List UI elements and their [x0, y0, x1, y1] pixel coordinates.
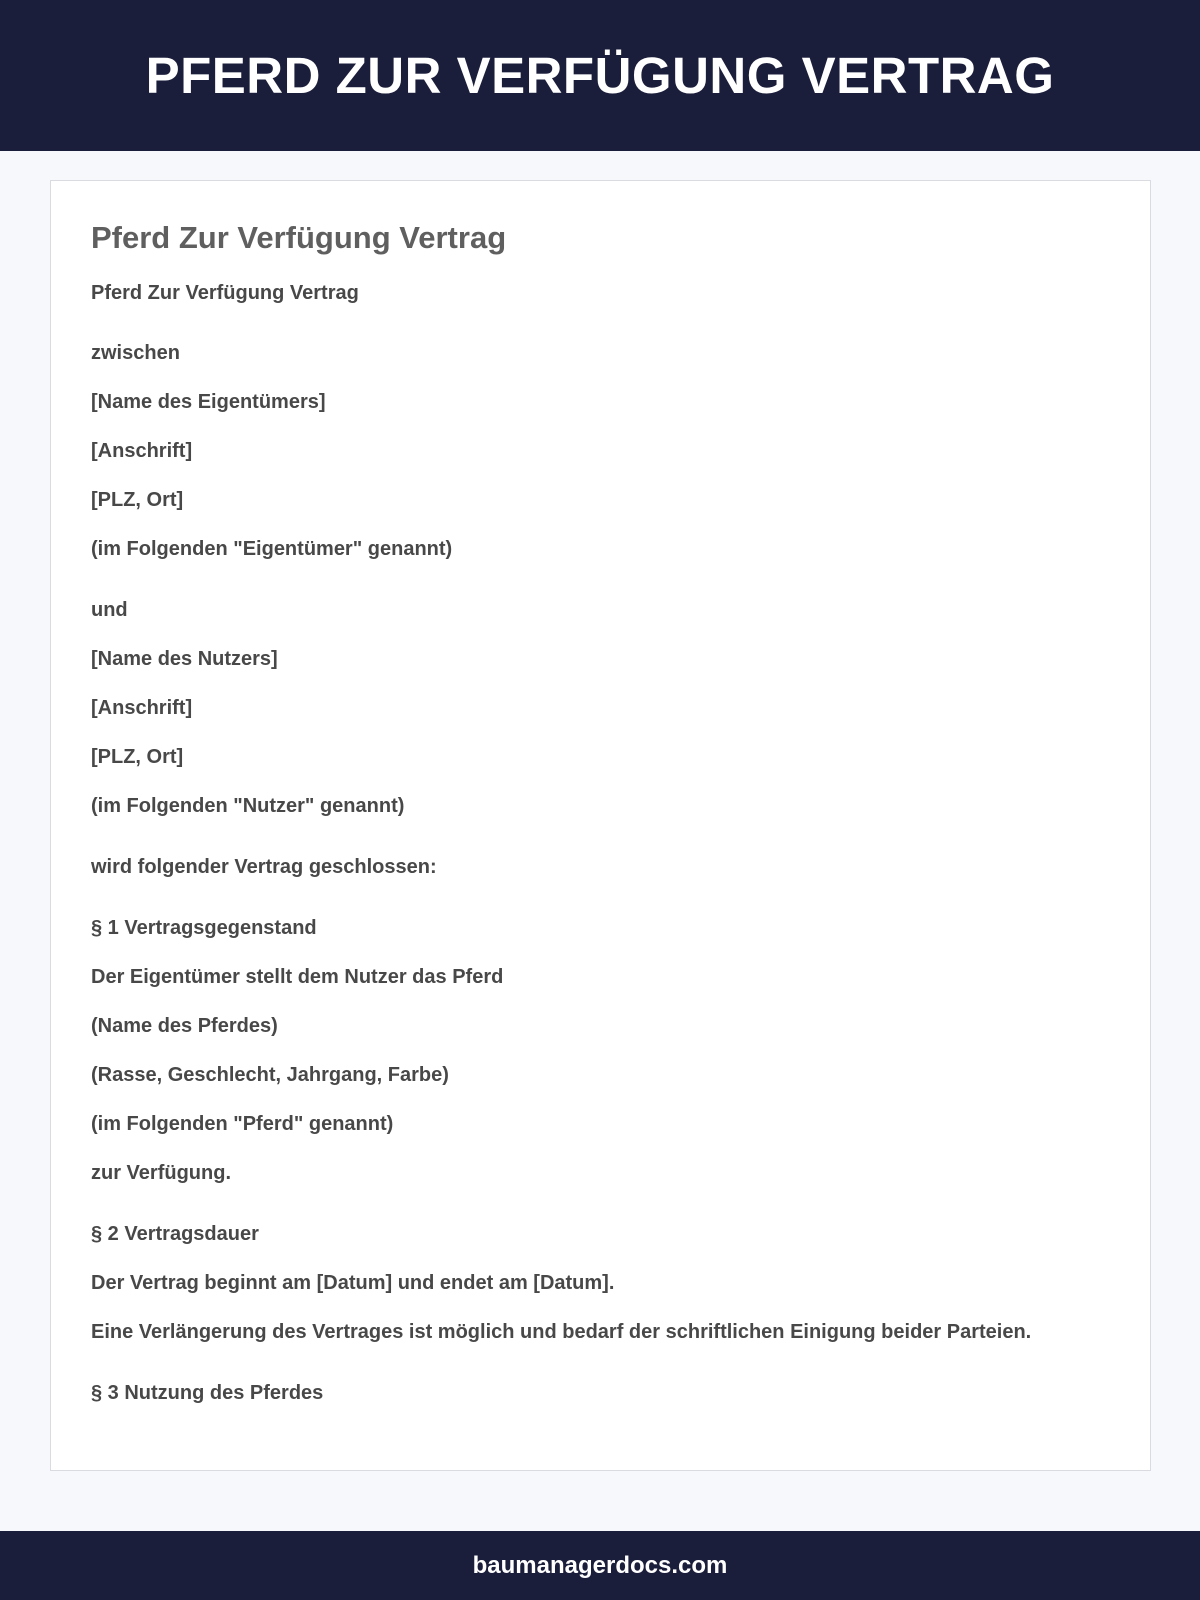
section-heading: § 3 Nutzung des Pferdes	[91, 1382, 324, 1404]
document-subtitle: Pferd Zur Verfügung Vertrag	[91, 282, 359, 304]
document-line: [PLZ, Ort]	[91, 746, 184, 768]
document-line: [Name des Eigentümers]	[91, 391, 326, 413]
document-card	[50, 180, 1151, 1471]
document-line: (Name des Pferdes)	[91, 1015, 278, 1037]
page-footer	[0, 1531, 1200, 1600]
document-line: (Rasse, Geschlecht, Jahrgang, Farbe)	[91, 1064, 449, 1086]
document-line: und	[91, 599, 128, 621]
document-line: (im Folgenden "Pferd" genannt)	[91, 1113, 394, 1135]
document-title: Pferd Zur Verfügung Vertrag	[91, 220, 507, 255]
header-title: PFERD ZUR VERFÜGUNG VERTRAG	[145, 47, 1055, 104]
document-line: zur Verfügung.	[91, 1162, 231, 1184]
document-line: wird folgender Vertrag geschlossen:	[91, 856, 437, 878]
document-line: Der Eigentümer stellt dem Nutzer das Pferd	[91, 966, 504, 988]
document-line: Der Vertrag beginnt am [Datum] und endet am [Datum].	[91, 1272, 615, 1294]
footer-site-link[interactable]: baumanagerdocs.com	[472, 1551, 728, 1579]
document-line: [Anschrift]	[91, 440, 193, 462]
document-line: zwischen	[91, 342, 180, 364]
document-line: (im Folgenden "Nutzer" genannt)	[91, 795, 405, 817]
document-line: [Anschrift]	[91, 697, 193, 719]
document-line: Eine Verlängerung des Vertrages ist möglich und bedarf der schriftlichen Einigung beider Parteien.	[91, 1321, 1032, 1343]
document-line: [PLZ, Ort]	[91, 489, 184, 511]
section-heading: § 1 Vertragsgegenstand	[91, 917, 317, 939]
section-heading: § 2 Vertragsdauer	[91, 1223, 259, 1245]
page-header	[0, 0, 1200, 151]
document-line: [Name des Nutzers]	[91, 648, 278, 670]
document-line: (im Folgenden "Eigentümer" genannt)	[91, 538, 453, 560]
